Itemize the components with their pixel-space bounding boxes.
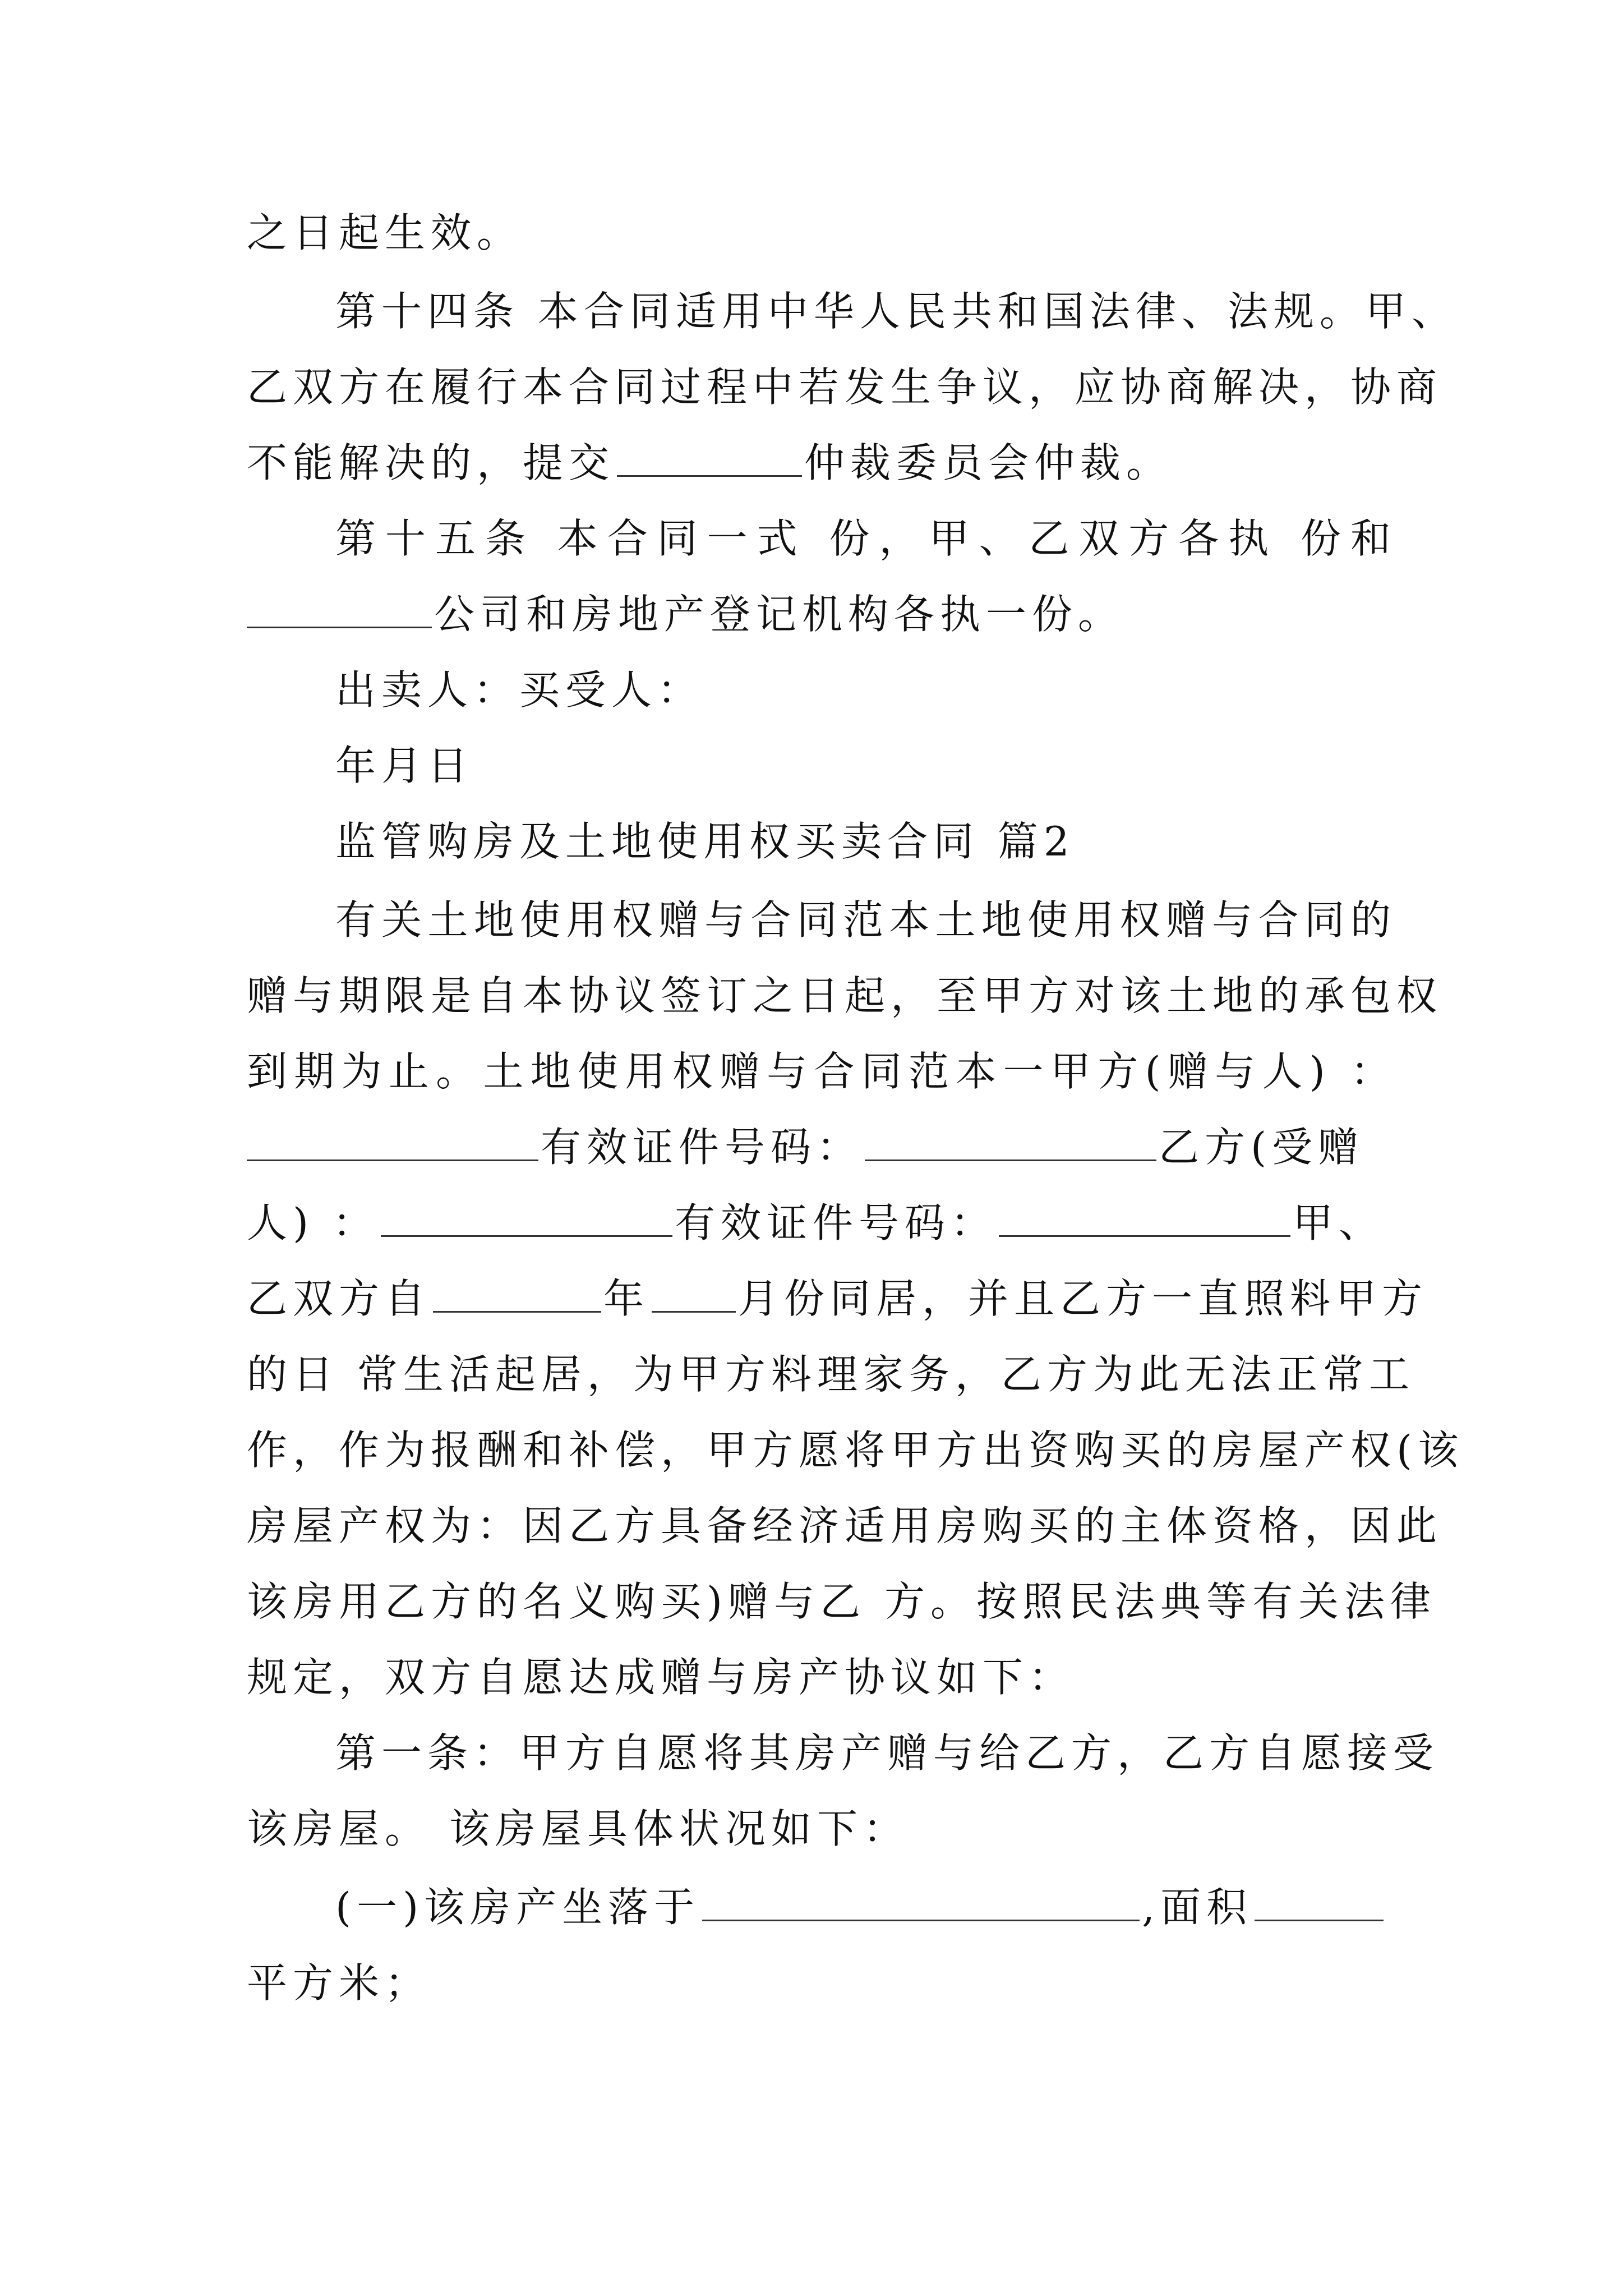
fill-blank[interactable]	[247, 1125, 538, 1161]
line-text: 不能解决的，提交	[247, 439, 615, 486]
line-text: 第一条：甲方自愿将其房产赠与给乙方，乙方自愿接受	[335, 1729, 1440, 1777]
line-text: 房屋产权为：因乙方具备经济适用房购买的主体资格，因此	[247, 1502, 1443, 1549]
line-text: 出卖人：买受人：	[335, 666, 704, 714]
line-text: 规定，双方自愿达成赠与房产协议如下：	[247, 1654, 1075, 1701]
text-line	[335, 892, 1396, 948]
fill-blank[interactable]	[865, 1125, 1156, 1161]
line-text: 赠与期限是自本协议签订之日起，至甲方对该土地的承包权	[247, 972, 1443, 1019]
line-text: 有效证件号码：	[541, 1124, 863, 1171]
text-line	[247, 205, 1396, 261]
line-text: (一)该房产坐落于	[335, 1884, 700, 1931]
line-text: 年月日	[335, 742, 474, 789]
line-text: 人) ：	[247, 1199, 379, 1246]
article-15-line	[335, 510, 1396, 567]
line-text: 乙方(受赠	[1159, 1124, 1364, 1171]
line-text: 之日起生效。	[247, 209, 523, 256]
line-text: 乙双方在履行本合同过程中若发生争议，应协商解决，协商	[247, 364, 1443, 411]
text-line	[247, 1649, 1396, 1705]
text-line	[247, 1346, 1415, 1402]
text-line	[247, 968, 1443, 1024]
text-line	[247, 1119, 1396, 1175]
text-line	[247, 1195, 1396, 1251]
line-text: ,面积	[1142, 1884, 1253, 1931]
text-line	[335, 1879, 1396, 1935]
text-line	[247, 1271, 1428, 1327]
text-line	[247, 435, 1396, 491]
fill-blank[interactable]	[1255, 1885, 1384, 1921]
line-text: 有效证件号码：	[674, 1199, 997, 1246]
text-line	[247, 1043, 1396, 1099]
line-text: 该房用乙方的名义购买)赠与乙 方。按照民法典等有关法律	[247, 1578, 1436, 1625]
line-text: 乙双方自	[247, 1275, 431, 1322]
line-text: 有关土地使用权赠与合同范本土地使用权赠与合同的	[335, 896, 1396, 944]
fill-blank[interactable]	[999, 1200, 1290, 1237]
text-line	[247, 1801, 1396, 1857]
fill-blank[interactable]	[652, 1276, 736, 1313]
line-text: 该房屋。 该房屋具体状况如下：	[247, 1805, 909, 1852]
fill-blank[interactable]	[381, 1200, 672, 1237]
text-line	[247, 1955, 1396, 2011]
line-text: 监管购房及土地使用权买卖合同 篇2	[335, 818, 1075, 865]
line-text: 月份同居，并且乙方一直照料甲方	[738, 1275, 1428, 1322]
fill-blank[interactable]	[617, 440, 802, 477]
line-text: 作，作为报酬和补偿，甲方愿将甲方出资购买的房屋产权(该	[247, 1427, 1464, 1474]
line-text: 第十四条 本合同适用中华人民共和国法律、法规。甲、	[335, 288, 1458, 335]
line-text: 第十五条 本合同一式 份，甲、乙双方各执 份和	[335, 515, 1396, 562]
signature-line	[335, 662, 1396, 718]
section-title	[335, 813, 1396, 869]
text-line	[247, 1498, 1443, 1554]
text-line	[247, 1422, 1464, 1478]
article-14-line	[335, 283, 1458, 339]
line-text: 平方米；	[247, 1959, 431, 2007]
text-line	[247, 359, 1443, 415]
text-line	[247, 1573, 1436, 1630]
line-text: 仲裁委员会仲裁。	[804, 439, 1173, 486]
line-text: 公司和房地产登记机构各执一份。	[434, 591, 1124, 638]
date-line	[335, 738, 1396, 794]
line-text: 的日 常生活起居，为甲方料理家务，乙方为此无法正常工	[247, 1351, 1415, 1398]
line-text: 到期为止。土地使用权赠与合同范本一甲方(赠与人) ：	[247, 1048, 1396, 1095]
line-text: 年	[603, 1275, 650, 1322]
text-line	[247, 586, 1396, 642]
fill-blank[interactable]	[433, 1276, 601, 1313]
article-1-line	[335, 1725, 1440, 1781]
line-text: 甲、	[1293, 1199, 1385, 1246]
fill-blank[interactable]	[702, 1885, 1140, 1921]
fill-blank[interactable]	[247, 592, 432, 628]
